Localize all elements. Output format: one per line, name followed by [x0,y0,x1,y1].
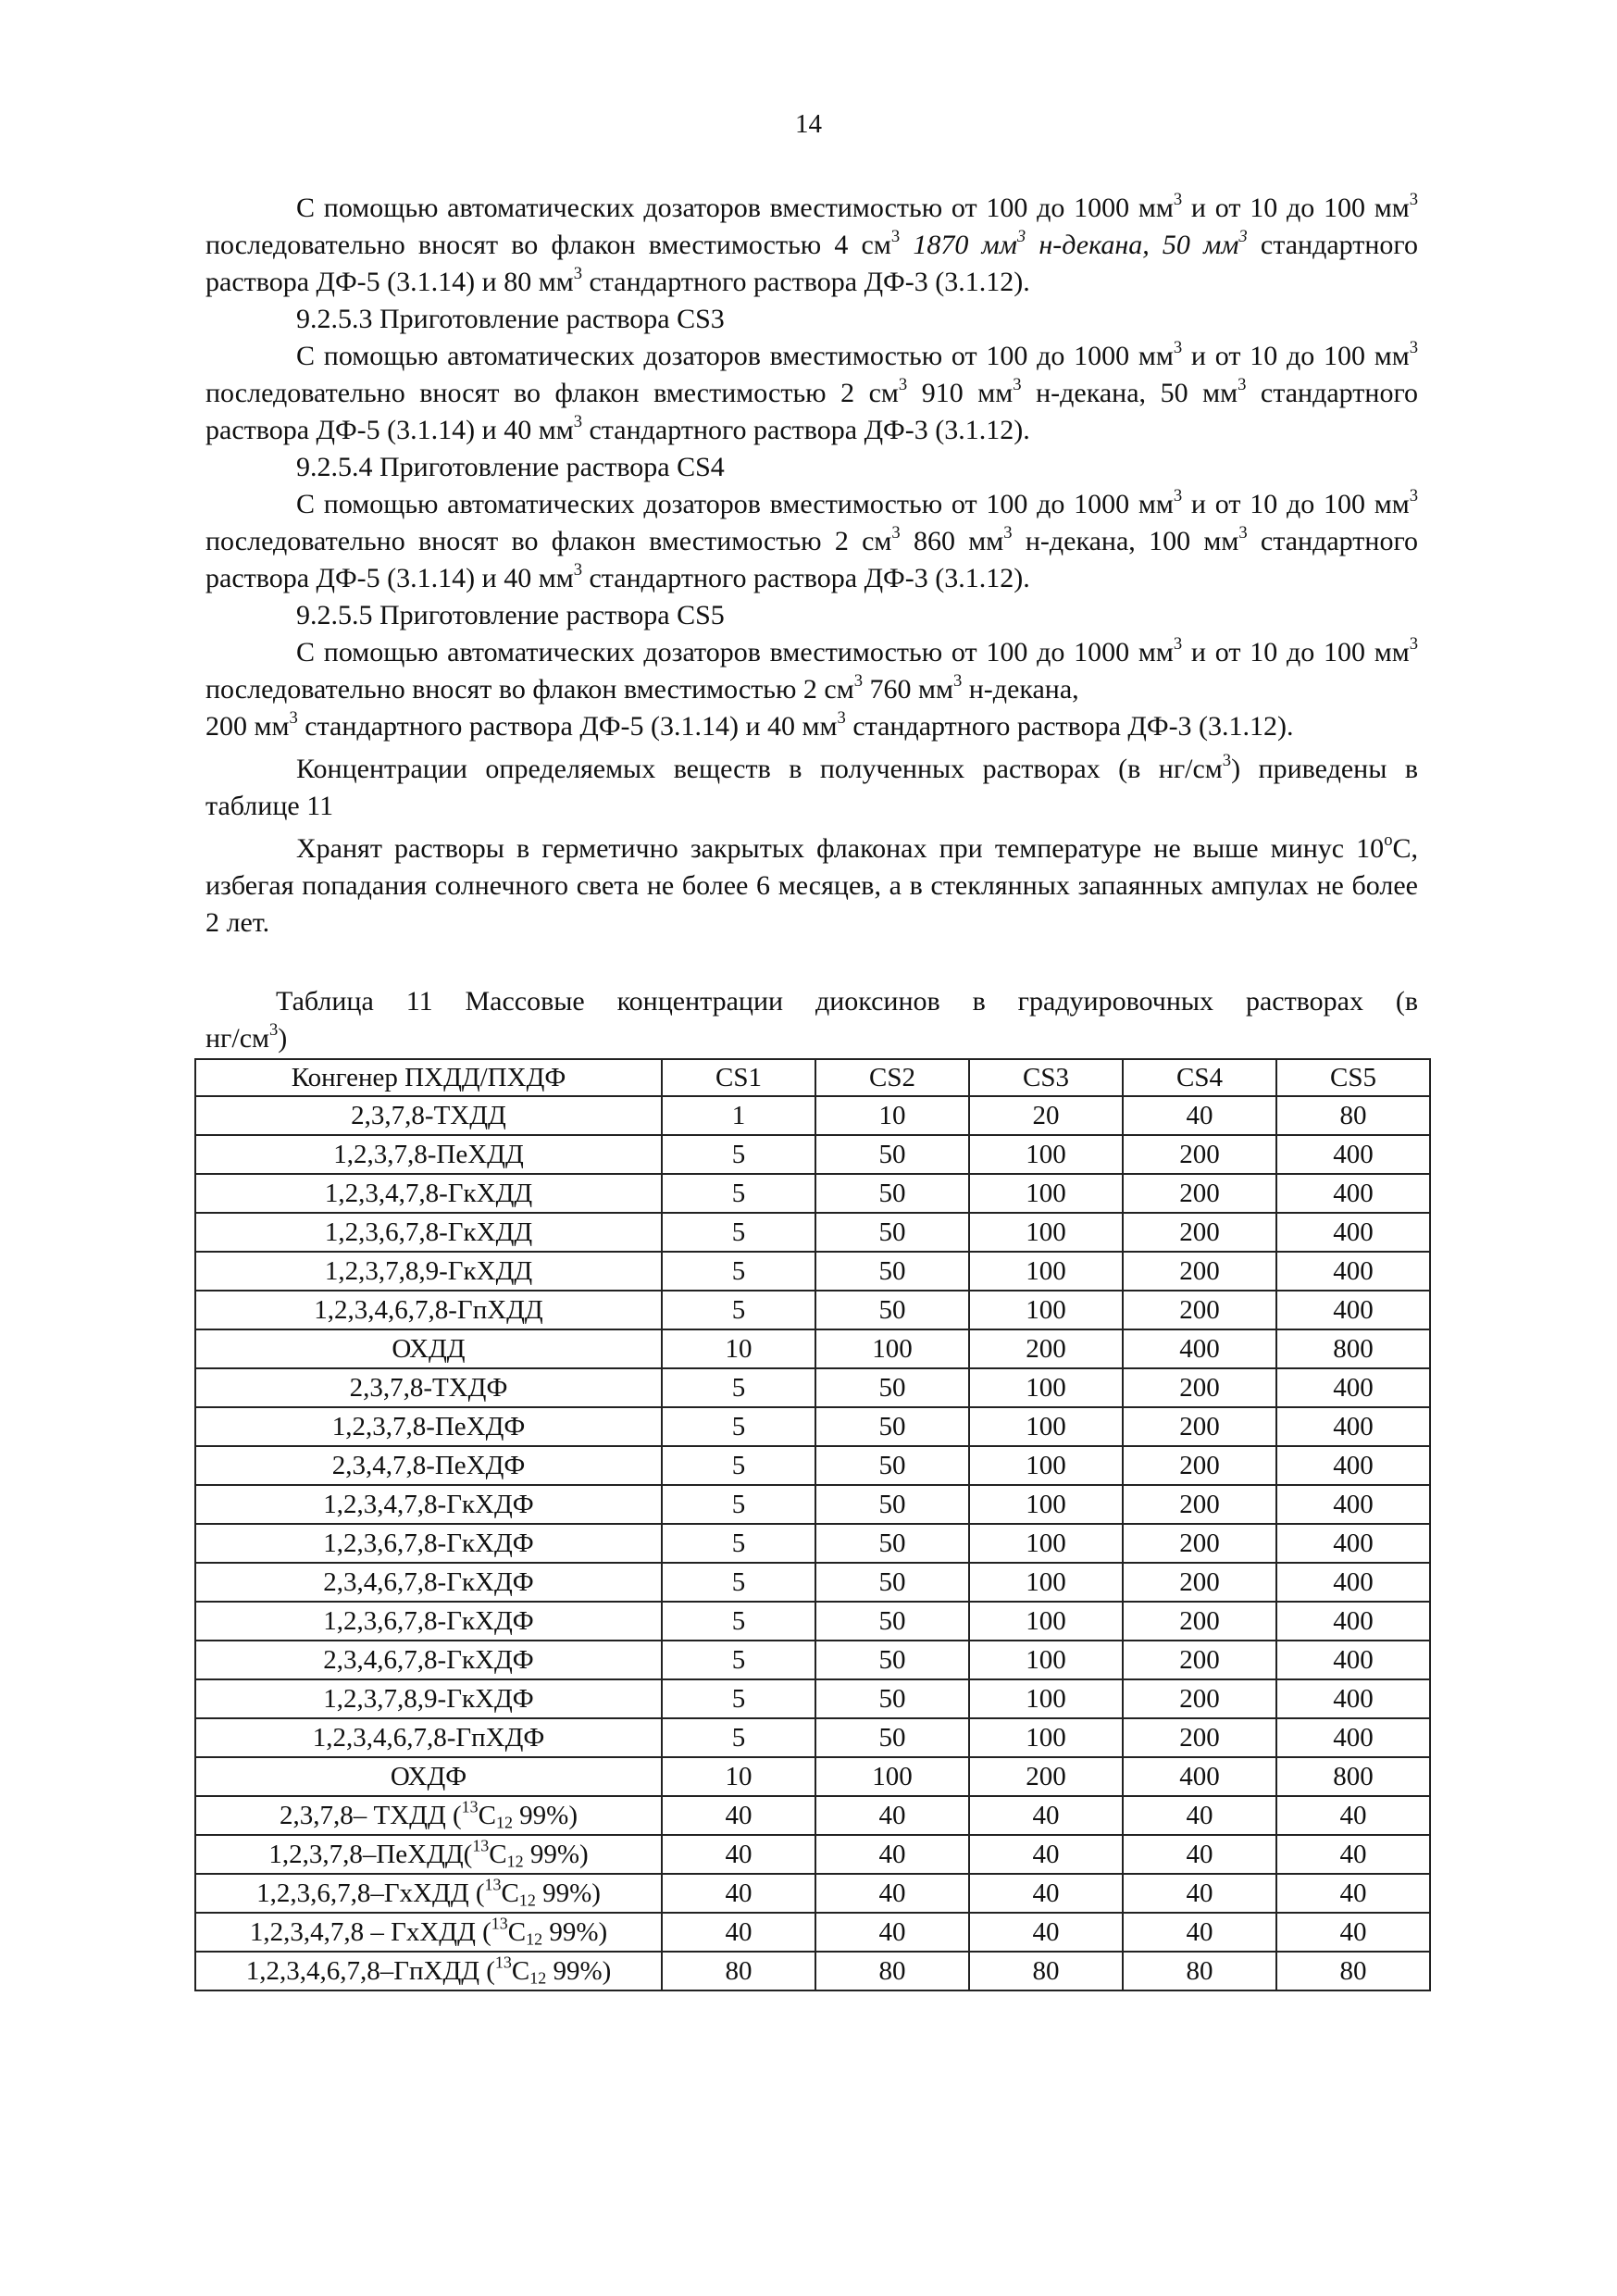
table-row [195,1874,1430,1913]
cell-cs5: 800 [1276,1757,1430,1796]
cell-cs2: 50 [815,1485,969,1524]
cell-cs4: 200 [1123,1563,1276,1602]
cell-cs2: 50 [815,1718,969,1757]
cell-cs2: 40 [815,1835,969,1874]
cell-cs5: 400 [1276,1135,1430,1174]
cell-cs4: 200 [1123,1446,1276,1485]
table-row [195,1174,1430,1213]
cell-cs1: 5 [662,1446,815,1485]
cell-cs3: 100 [969,1407,1123,1446]
congener-name: 2,3,7,8– ТХДД ($^{13}C_{12}$ 99%) [195,1796,662,1835]
congener-name: 1,2,3,6,7,8-ГкХДД [195,1213,662,1252]
cell-cs1: 5 [662,1718,815,1757]
cell-cs3: 20 [969,1096,1123,1135]
cell-cs3: 100 [969,1602,1123,1641]
table-body [195,1096,1430,1990]
cell-cs5: 800 [1276,1329,1430,1368]
header-cs5: CS5 [1276,1059,1430,1096]
cell-cs5: 400 [1276,1602,1430,1641]
cell-cs1: 5 [662,1174,815,1213]
congener-name: 2,3,7,8-ТХДД [195,1096,662,1135]
table-row [195,1718,1430,1757]
congener-name: 1,2,3,7,8-ПеХДД [195,1135,662,1174]
cell-cs3: 100 [969,1174,1123,1213]
header-congener: Конгенер ПХДД/ПХДФ [195,1059,662,1096]
cell-cs1: 5 [662,1679,815,1718]
cell-cs4: 200 [1123,1485,1276,1524]
congener-name: 1,2,3,6,7,8–ГхХДД ($^{13}C_{12}$ 99%) [195,1874,662,1913]
heading-cs3: 9.2.5.3 Приготовление раствора CS3 [296,304,725,334]
cell-cs1: 5 [662,1407,815,1446]
cell-cs1: 5 [662,1135,815,1174]
cell-cs2: 100 [815,1757,969,1796]
cell-cs5: 80 [1276,1952,1430,1990]
cell-cs5: 400 [1276,1524,1430,1563]
cell-cs2: 50 [815,1252,969,1291]
cell-cs4: 200 [1123,1641,1276,1679]
cell-cs1: 40 [662,1835,815,1874]
cell-cs4: 200 [1123,1524,1276,1563]
cell-cs5: 40 [1276,1835,1430,1874]
cell-cs3: 100 [969,1641,1123,1679]
table-header-row [195,1059,1430,1096]
table-row [195,1757,1430,1796]
cell-cs3: 100 [969,1252,1123,1291]
cell-cs1: 1 [662,1096,815,1135]
cell-cs2: 50 [815,1446,969,1485]
table-row [195,1835,1430,1874]
paragraph-cs2-preparation: С помощью автоматических дозаторов вместимостью от 100 до 1000 $мм^3$ и от 10 до 100 $мм^3$ последовательно вносят во флакон вместимостью 4 $см^3$ 1870 $мм^3$ н-декана, 50 $мм^3$ стандартного раствора ДФ-5 (3.1.14) и 80 $мм^3$ стандартного раствора ДФ-3 (3.1.12). [205,189,1418,297]
cell-cs4: 40 [1123,1874,1276,1913]
cell-cs1: 5 [662,1563,815,1602]
cell-cs4: 40 [1123,1835,1276,1874]
congener-name: ОХДД [195,1329,662,1368]
cell-cs1: 5 [662,1291,815,1329]
congener-name: 1,2,3,4,7,8-ГкХДФ [195,1485,662,1524]
paragraph-cs4-preparation: С помощью автоматических дозаторов вместимостью от 100 до 1000 $мм^3$ и от 10 до 100 $мм^3$ последовательно вносят во флакон вместимостью 2 $см^3$ 860 $мм^3$ н-декана, 100 $мм^3$ стандартного раствора ДФ-5 (3.1.14) и 40 $мм^3$ стандартного раствора ДФ-3 (3.1.12). [205,485,1418,593]
congener-name: 1,2,3,4,6,7,8-ГпХДФ [195,1718,662,1757]
cell-cs5: 400 [1276,1291,1430,1329]
paragraph-cs5-continuation: 200 $мм^3$ стандартного раствора ДФ-5 (3.1.14) и 40 $мм^3$ стандартного раствора ДФ-3 (3.1.12). [205,707,1294,742]
cell-cs3: 40 [969,1796,1123,1835]
table-row [195,1679,1430,1718]
cell-cs5: 400 [1276,1679,1430,1718]
cell-cs3: 100 [969,1446,1123,1485]
cell-cs4: 200 [1123,1718,1276,1757]
cell-cs5: 400 [1276,1213,1430,1252]
cell-cs3: 100 [969,1485,1123,1524]
cell-cs1: 10 [662,1329,815,1368]
congener-name: 1,2,3,4,6,7,8-ГпХДД [195,1291,662,1329]
cell-cs3: 100 [969,1291,1123,1329]
cell-cs4: 40 [1123,1096,1276,1135]
cell-cs5: 80 [1276,1096,1430,1135]
paragraph-cs5-preparation: С помощью автоматических дозаторов вместимостью от 100 до 1000 $мм^3$ и от 10 до 100 $мм^3$ последовательно вносят во флакон вместимостью 2 $см^3$ 760 $мм^3$ н-декана, [205,633,1418,705]
cell-cs2: 50 [815,1407,969,1446]
congener-name: 1,2,3,4,6,7,8–ГпХДД ($^{13}C_{12}$ 99%) [195,1952,662,1990]
cell-cs5: 400 [1276,1718,1430,1757]
congener-name: 1,2,3,7,8-ПеХДФ [195,1407,662,1446]
cell-cs4: 200 [1123,1291,1276,1329]
cell-cs2: 50 [815,1563,969,1602]
cell-cs1: 5 [662,1641,815,1679]
congener-name: 2,3,4,6,7,8-ГкХДФ [195,1563,662,1602]
congener-name: 1,2,3,7,8,9-ГкХДФ [195,1679,662,1718]
cell-cs4: 200 [1123,1602,1276,1641]
cell-cs2: 50 [815,1602,969,1641]
congener-name: $1,2,3,7,8-ПеХДД(^{13}C_{12}$ 99%) [195,1835,662,1874]
cell-cs2: 50 [815,1679,969,1718]
cell-cs3: 80 [969,1952,1123,1990]
cell-cs1: 10 [662,1757,815,1796]
congener-name: 2,3,4,7,8-ПеХДФ [195,1446,662,1485]
cell-cs5: 40 [1276,1874,1430,1913]
cell-cs5: 400 [1276,1485,1430,1524]
cell-cs5: 400 [1276,1446,1430,1485]
congener-name: 2,3,7,8-ТХДФ [195,1368,662,1407]
cell-cs4: 200 [1123,1679,1276,1718]
body-text [205,190,1418,942]
cell-cs1: 40 [662,1874,815,1913]
table-caption-unit: $нг/см^3$) [205,1019,288,1054]
cell-cs4: 40 [1123,1913,1276,1952]
paragraph-cs3-preparation: С помощью автоматических дозаторов вместимостью от 100 до 1000 $мм^3$ и от 10 до 100 $мм^3$ последовательно вносят во флакон вместимостью 2 $см^3$ 910 $мм^3$ н-декана, 50 $мм^3$ стандартного раствора ДФ-5 (3.1.14) и 40 $мм^3$ стандартного раствора ДФ-3 (3.1.12). [205,337,1418,445]
cell-cs5: 400 [1276,1368,1430,1407]
congener-name: 1,2,3,7,8,9-ГкХДД [195,1252,662,1291]
heading-cs5: 9.2.5.5 Приготовление раствора CS5 [296,600,725,630]
cell-cs4: 200 [1123,1368,1276,1407]
cell-cs5: 40 [1276,1913,1430,1952]
header-cs2: CS2 [815,1059,969,1096]
table-row [195,1096,1430,1135]
congener-name: ОХДФ [195,1757,662,1796]
cell-cs3: 40 [969,1835,1123,1874]
cell-cs4: 200 [1123,1213,1276,1252]
cell-cs4: 400 [1123,1757,1276,1796]
cell-cs2: 80 [815,1952,969,1990]
table-row [195,1563,1430,1602]
cell-cs3: 100 [969,1679,1123,1718]
table-row [195,1252,1430,1291]
congener-name: 2,3,4,6,7,8-ГкХДФ [195,1641,662,1679]
cell-cs4: 80 [1123,1952,1276,1990]
cell-cs1: 80 [662,1952,815,1990]
table-row [195,1524,1430,1563]
cell-cs3: 100 [969,1368,1123,1407]
cell-cs3: 100 [969,1213,1123,1252]
cell-cs3: 100 [969,1563,1123,1602]
table-row [195,1213,1430,1252]
header-cs3: CS3 [969,1059,1123,1096]
header-cs4: CS4 [1123,1059,1276,1096]
table-row [195,1796,1430,1835]
table-caption [205,983,1418,1057]
cell-cs1: 5 [662,1485,815,1524]
cell-cs1: 40 [662,1796,815,1835]
cell-cs2: 100 [815,1329,969,1368]
cell-cs2: 50 [815,1368,969,1407]
congener-name: 1,2,3,6,7,8-ГкХДФ [195,1602,662,1641]
cell-cs2: 50 [815,1213,969,1252]
cell-cs2: 40 [815,1796,969,1835]
cell-cs2: 40 [815,1874,969,1913]
cell-cs5: 400 [1276,1563,1430,1602]
cell-cs2: 50 [815,1641,969,1679]
cell-cs2: 50 [815,1291,969,1329]
paragraph-concentrations: Концентрации определяемых веществ в полученных растворах (в $нг/см^3$) приведены в таблице 11 [205,750,1419,821]
congener-name: 1,2,3,4,7,8-ГкХДД [195,1174,662,1213]
table-row [195,1485,1430,1524]
cell-cs1: 5 [662,1524,815,1563]
cell-cs5: 400 [1276,1174,1430,1213]
cell-cs1: 5 [662,1368,815,1407]
cell-cs4: 200 [1123,1135,1276,1174]
congener-name: 1,2,3,6,7,8-ГкХДФ [195,1524,662,1563]
table-row [195,1329,1430,1368]
table-row [195,1952,1430,1990]
table-caption-title: Таблица 11 Массовые концентрации диоксинов в градуировочных растворах (в [276,986,1418,1017]
cell-cs5: 40 [1276,1796,1430,1835]
cell-cs2: 50 [815,1174,969,1213]
cell-cs3: 100 [969,1524,1123,1563]
table-row [195,1407,1430,1446]
concentration-table [194,1058,1431,1991]
page-number: 14 [795,109,822,139]
cell-cs5: 400 [1276,1407,1430,1446]
cell-cs3: 100 [969,1718,1123,1757]
table-row [195,1446,1430,1485]
table-row [195,1641,1430,1679]
cell-cs4: 200 [1123,1174,1276,1213]
heading-cs4: 9.2.5.4 Приготовление раствора CS4 [296,452,725,482]
cell-cs2: 50 [815,1524,969,1563]
cell-cs5: 400 [1276,1252,1430,1291]
cell-cs1: 40 [662,1913,815,1952]
paragraph-storage: Хранят растворы в герметично закрытых флаконах при температуре не выше минус 10$^o$С, избегая попадания солнечного света не более 6 месяцев, а в стеклянных запаянных ампулах не более 2 лет. [205,830,1418,938]
table-row [195,1368,1430,1407]
cell-cs2: 50 [815,1135,969,1174]
cell-cs4: 40 [1123,1796,1276,1835]
cell-cs4: 200 [1123,1407,1276,1446]
cell-cs4: 200 [1123,1252,1276,1291]
cell-cs3: 100 [969,1135,1123,1174]
cell-cs3: 200 [969,1757,1123,1796]
congener-name: 1,2,3,4,7,8 – ГхХДД ($^{13}C_{12}$ 99%) [195,1913,662,1952]
cell-cs3: 40 [969,1874,1123,1913]
cell-cs1: 5 [662,1252,815,1291]
table-row [195,1291,1430,1329]
cell-cs5: 400 [1276,1641,1430,1679]
cell-cs3: 40 [969,1913,1123,1952]
header-cs1: CS1 [662,1059,815,1096]
cell-cs2: 10 [815,1096,969,1135]
cell-cs1: 5 [662,1602,815,1641]
cell-cs2: 40 [815,1913,969,1952]
cell-cs4: 400 [1123,1329,1276,1368]
table-row [195,1602,1430,1641]
cell-cs1: 5 [662,1213,815,1252]
table-row [195,1135,1430,1174]
cell-cs3: 200 [969,1329,1123,1368]
table-row [195,1913,1430,1952]
